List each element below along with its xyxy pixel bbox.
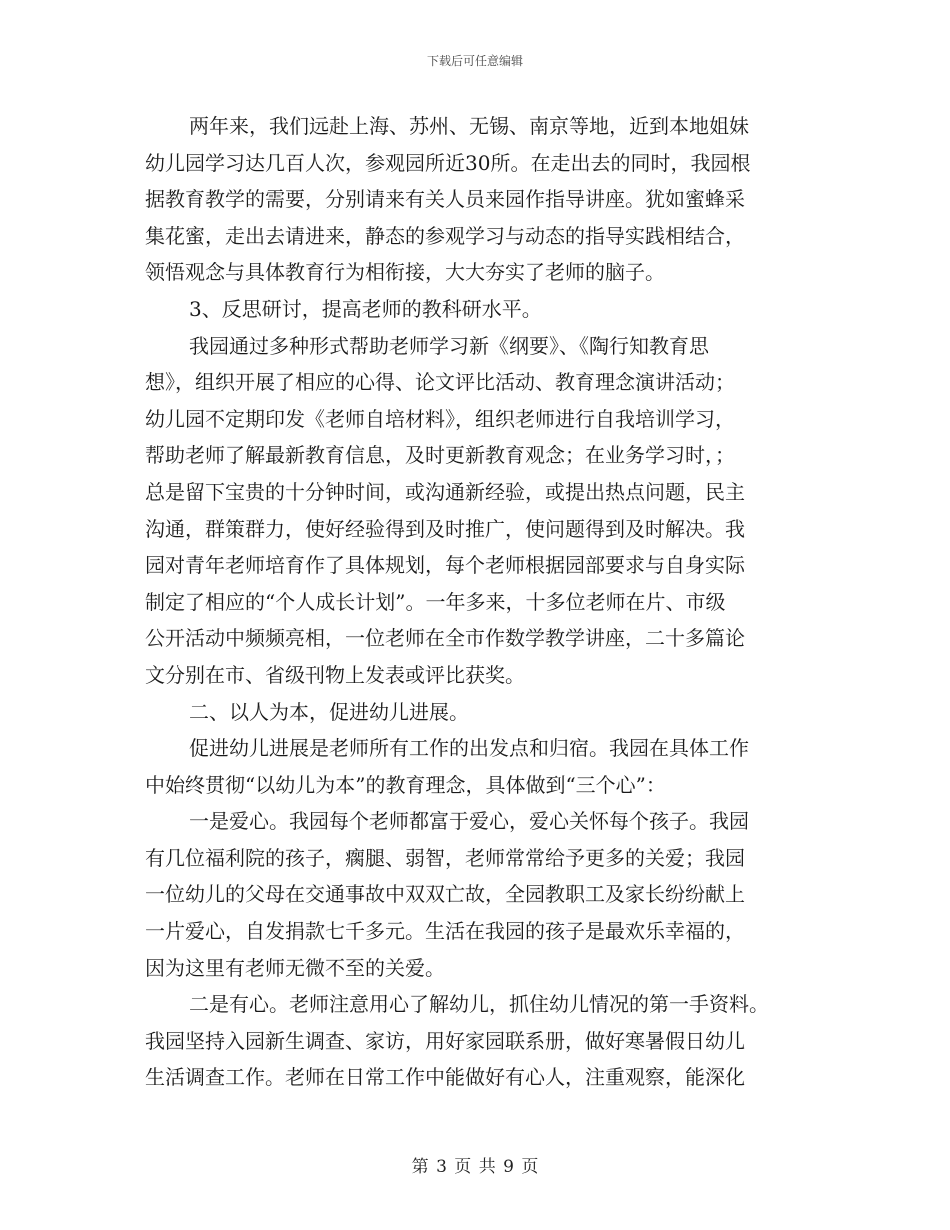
text-line: 一是爱心。我园每个老师都富于爱心，爱心关怀每个孩子。我园 xyxy=(189,809,749,834)
text-line: 促进幼儿进展是老师所有工作的出发点和归宿。我园在具体工作 xyxy=(189,736,749,761)
text-line: 因为这里有老师无微不至的关爱。 xyxy=(145,955,445,980)
text-line: 想》，组织开展了相应的心得、论文评比活动、教育理念演讲活动； xyxy=(145,370,735,395)
section-heading: 二、以人为本，促进幼儿进展。 xyxy=(189,699,469,724)
text-line: 二是有心。老师注意用心了解幼儿，抓住幼儿情况的第一手资料。 xyxy=(189,992,769,1017)
text-line: 文分别在市、省级刊物上发表或评比获奖。 xyxy=(145,662,525,687)
text-line: 一位幼儿的父母在交通事故中双双亡故，全园教职工及家长纷纷献上 xyxy=(145,882,745,907)
text-line: 生活调查工作。老师在日常工作中能做好有心人，注重观察，能深化 xyxy=(145,1065,745,1090)
text-line: 中始终贯彻“以幼儿为本”的教育理念，具体做到“三个心”： xyxy=(145,772,666,797)
text-line: 据教育教学的需要，分别请来有关人员来园作指导讲座。犹如蜜蜂采 xyxy=(145,187,745,212)
text-line: 我园通过多种形式帮助老师学习新《纲要》、《陶行知教育思 xyxy=(189,333,709,358)
page-header-note: 下载后可任意编辑 xyxy=(426,54,523,68)
text-line: 帮助老师了解最新教育信息，及时更新教育观念；在业务学习时，； xyxy=(145,443,735,468)
text-line: 幼儿园学习达几百人次，参观园所近30所。在走出去的同时，我园根 xyxy=(145,150,751,175)
text-line: 园对青年老师培育作了具体规划，每个老师根据园部要求与自身实际 xyxy=(145,553,745,578)
section-heading: 3、反思研讨，提高老师的教科研水平。 xyxy=(189,296,542,321)
text-line: 沟通，群策群力，使好经验得到及时推广，使问题得到及时解决。我 xyxy=(145,516,745,541)
text-line: 制定了相应的“个人成长计划”。一年多来，十多位老师在片、市级 xyxy=(145,589,726,614)
text-line: 公开活动中频频亮相，一位老师在全市作数学教学讲座，二十多篇论 xyxy=(145,626,745,651)
text-line: 有几位福利院的孩子，瘸腿、弱智，老师常常给予更多的关爱；我园 xyxy=(145,845,745,870)
document-body xyxy=(145,108,805,1096)
text-line: 一片爱心，自发捐款七千多元。生活在我园的孩子是最欢乐幸福的， xyxy=(145,919,745,944)
text-line: 我园坚持入园新生调查、家访，用好家园联系册，做好寒暑假日幼儿 xyxy=(145,1028,745,1053)
text-line: 集花蜜，走出去请进来，静态的参观学习与动态的指导实践相结合， xyxy=(145,223,745,248)
text-line: 总是留下宝贵的十分钟时间，或沟通新经验，或提出热点问题，民主 xyxy=(145,479,745,504)
text-line: 两年来，我们远赴上海、苏州、无锡、南京等地，近到本地姐妹 xyxy=(189,114,749,138)
page-number-footer: 第 3 页 共 9 页 xyxy=(411,1157,539,1177)
text-line: 幼儿园不定期印发《老师自培材料》，组织老师进行自我培训学习， xyxy=(145,406,735,431)
text-line: 领悟观念与具体教育行为相衔接，大大夯实了老师的脑子。 xyxy=(145,260,665,285)
